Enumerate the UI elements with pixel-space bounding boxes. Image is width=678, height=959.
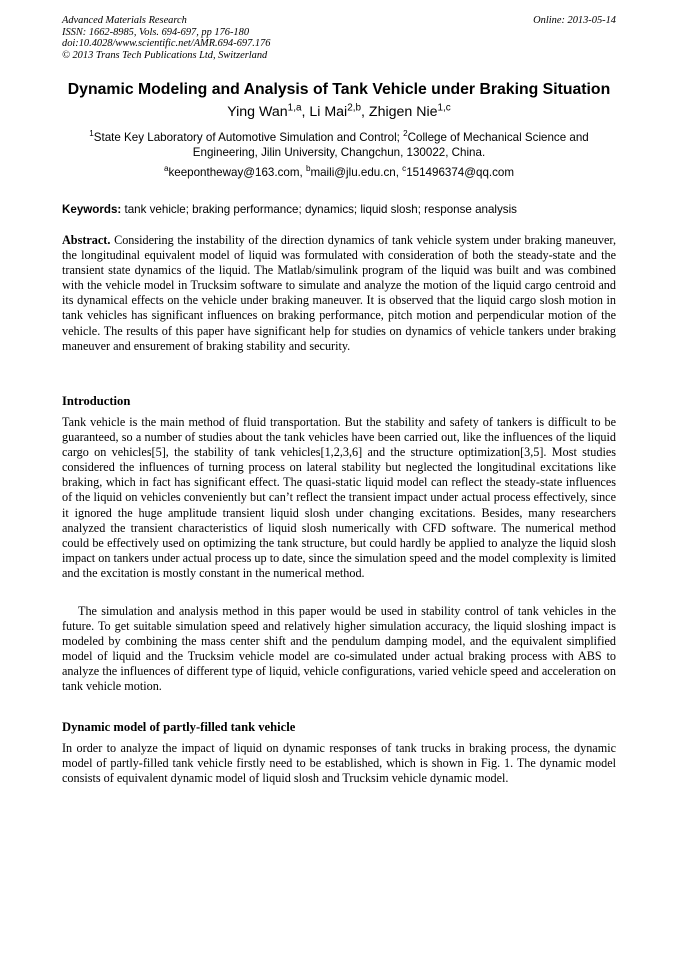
- paper-title: Dynamic Modeling and Analysis of Tank Vehicle under Braking Situation: [67, 81, 611, 98]
- online-date: Online: 2013-05-14: [533, 15, 616, 26]
- keywords: [62, 203, 616, 216]
- journal-doi: doi:10.4028/www.scientific.net/AMR.694-697.176: [62, 38, 271, 49]
- keywords-text: tank vehicle; braking performance; dynamics; liquid slosh; response analysis: [121, 203, 517, 216]
- dynamic-model-paragraph: In order to analyze the impact of liquid on dynamic responses of tank trucks in braking process, the dynamic model of partly-filled tank vehicle firstly need to be established, which is shown in Fig. 1. The dynamic model consists of equivalent dynamic model of liquid slosh and Trucksim vehicle dynamic model.: [62, 741, 616, 786]
- section-heading-dynamic-model: Dynamic model of partly-filled tank vehicle: [62, 720, 296, 734]
- abstract: [62, 233, 616, 354]
- introduction-paragraph: Tank vehicle is the main method of fluid transportation. But the stability and safety of tankers is difficult to be guaranteed, so a number of studies about the tank vehicles have been carried out, like the influences of the liquid cargo on vehicles[5], the stability of tank vehicles[1,2,3,6] and the structure optimization[3,5]. Most studies considered the influences of turning process on lateral stability but neglected the longitudinal excitations like braking, which in fact has significant effect. The quasi-static liquid model can reflect the steady-state influences of the liquid on vehicles conveniently but can’t reflect the transient impact under actual process effectively, since it ignored the huge amplitude transient liquid slosh under changing excitations. Besides, many researchers analyzed the transient characteristics of liquid slosh numerically with CFD software. The numerical method could be effectively used on optimizing the tank structure, but could hardly be applied to analyze the liquid slosh impact on tankers under actual process up to date, since the simulation speed and the model complexity is limited and the excitation is mostly constant in the numerical method.: [62, 415, 616, 580]
- affil-text: College of Mechanical Science and Engineering, Jilin University, Changchun, 130022, China.: [192, 131, 589, 159]
- email-mark: a: [163, 164, 169, 174]
- email-link[interactable]: keepontheway@163.com: [168, 166, 300, 179]
- affiliations: [62, 130, 616, 160]
- author-emails: $^a$keepontheway@163.com, $^b$maili@jlu.edu.cn, $^c$151496374@qq.com: [163, 164, 515, 179]
- journal-issn: ISSN: 1662-8985, Vols. 694-697, pp 176-180: [62, 26, 250, 38]
- journal-header: [62, 15, 616, 61]
- author-name: Zhigen Nie: [368, 104, 438, 120]
- abstract-label: Abstract.: [62, 233, 111, 247]
- affil-mark: 1: [89, 129, 94, 139]
- author-separator: ,: [361, 104, 369, 120]
- author-name: Li Mai: [309, 104, 348, 120]
- author-affil-mark: 1,c: [437, 102, 451, 114]
- author-list: [40, 104, 638, 120]
- email-mark: b: [305, 164, 311, 174]
- journal-copyright: © 2013 Trans Tech Publications Ltd, Switzerland: [62, 49, 268, 61]
- email-link[interactable]: maili@jlu.edu.cn: [310, 166, 396, 179]
- author-affil-mark: 1,a: [287, 102, 302, 114]
- keywords-label: Keywords:: [62, 203, 122, 216]
- affil-mark: 2: [403, 129, 408, 139]
- email-mark: c: [402, 164, 407, 174]
- abstract-text: Considering the instability of the direction dynamics of tank vehicle system under braking maneuver, the longitudinal equivalent model of liquid was formulated with consideration of both the steady-state and the transient state dynamics of the liquid. The Matlab/simulink program of the liquid was built and was combined with the vehicle model in Trucksim software to simulate and analyze the motion of the liquid cargo centroid and its dynamical effects on the vehicle under braking maneuver. It is observed that the liquid cargo slosh motion in tank vehicles has significant influences on braking performance, pitch motion and perpendicular motion of the vehicle. The results of this paper have significant help for studies on dynamics of vehicle tankers under braking maneuver and ensurement of braking stability and security.: [62, 233, 616, 353]
- affil-text: State Key Laboratory of Automotive Simulation and Control;: [93, 131, 404, 144]
- journal-name: Advanced Materials Research: [62, 15, 187, 26]
- email-link[interactable]: 151496374@qq.com: [406, 166, 515, 179]
- author-affil-mark: 2,b: [347, 102, 362, 114]
- section-heading-introduction: Introduction: [62, 394, 131, 408]
- introduction-paragraph: The simulation and analysis method in this paper would be used in stability control of tank vehicles in the future. To get suitable simulation speed and relatively higher simulation accuracy, the liquid sloshing impact is modeled by combining the mass center shift and the pendulum damping model, and the equivalent simplified model of liquid and the Trucksim vehicle model are co-simulated under actual braking process with ABS to analyze the influences of different type of liquid, vehicle configurations, varied vehicle speed and acceleration on tank vehicle motion.: [62, 604, 616, 694]
- author-separator: ,: [301, 104, 310, 120]
- author-name: Ying Wan: [227, 104, 288, 120]
